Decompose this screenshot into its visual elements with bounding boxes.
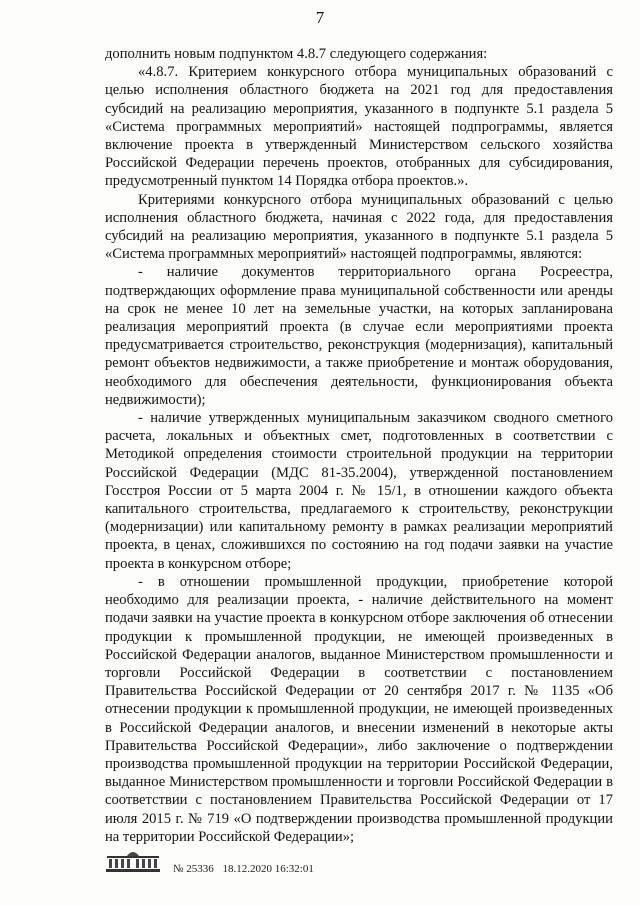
document-body bbox=[105, 45, 613, 846]
paragraph-intro: дополнить новым подпунктом 4.8.7 следующего содержания: bbox=[105, 46, 488, 62]
paragraph-criterion-2021: «4.8.7. Критерием конкурсного отбора муниципальных образований с целью исполнения областного бюджета на 2021 год для предоставления субсидий на реализацию мероприятия, указанного в подпункте 5.1 раздела 5 «Система программных мероприятий» настоящей подпрограммы, является включение проекта в утвержденный Министерством сельского хозяйства Российской Федерации перечень проектов, отобранных для субсидирования, предусмотренный пунктом 14 Порядка отбора проектов.». bbox=[105, 64, 613, 190]
document-footer bbox=[105, 846, 405, 886]
footer-meta bbox=[173, 863, 320, 875]
page-number: 7 bbox=[315, 8, 325, 27]
list-item-estimates: - наличие утвержденных муниципальным заказчиком сводного сметного расчета, локальных и объектных смет, подготовленных в соответствии с Методикой определения стоимости строительной продукции на территории Российской Федерации (МДС 81-35.2004), утвержденной постановлением Госстроя России от 5 марта 2004 г. № 15/1, в отношении каждого объекта капитального строительства, предлагаемого к строительству, реконструкции (модернизации) или капитальному ремонту в рамках реализации мероприятий проекта, в ценах, сложившихся по состоянию на год подачи заявки на участие проекта в конкурсном отборе; bbox=[105, 410, 613, 572]
paragraph-criteria-2022: Критериями конкурсного отбора муниципальных образований с целью исполнения областного бюджета, начиная с 2022 года, для предоставления субсидий на реализацию мероприятия, указанного в подпункте 5.1 раздела 5 «Система программных мероприятий» настоящей подпрограммы, являются: bbox=[105, 191, 613, 263]
list-item-rosreestr-documents: - наличие документов территориального органа Росреестра, подтверждающих оформление права муниципальной собственности или аренды на срок не менее 10 лет на земельные участки, на которых запланирована реализация мероприятий проекта (в случае если мероприятиями проекта предусматривается строительство, реконструкция (модернизация), капитальный ремонт объектов недвижимости, а также приобретение и монтаж оборудования, необходимого для обеспечения деятельности, функционирования объекта недвижимости); bbox=[105, 264, 613, 408]
document-timestamp: 18.12.2020 16:32:01 bbox=[222, 863, 314, 875]
building-logo-icon bbox=[105, 846, 161, 874]
document-registration-number: № 25336 bbox=[173, 863, 214, 875]
list-item-industrial-products: - в отношении промышленной продукции, приобретение которой необходимо для реализации проекта, - наличие действительного на момент подачи заявки на участие проекта в конкурсном отборе заключения об отнесении продукции к промышленной продукции, не имеющей произведенных в Российской Федерации аналогов, выданное Министерством промышленности и торговли Российской Федерации в соответствии с постановлением Правительства Российской Федерации от 20 сентября 2017 г. № 1135 «Об отнесении продукции к промышленной продукции, не имеющей произведенных в Российской Федерации аналогов, и внесении изменений в некоторые акты Правительства Российской Федерации», либо заключение о подтверждении производства промышленной продукции на территории Российской Федерации, выданное Министерством промышленности и торговли Российской Федерации в соответствии с постановлением Правительства Российской Федерации от 17 июля 2015 г. № 719 «О подтверждении производства промышленной продукции на территории Российской Федерации»; bbox=[105, 573, 613, 845]
